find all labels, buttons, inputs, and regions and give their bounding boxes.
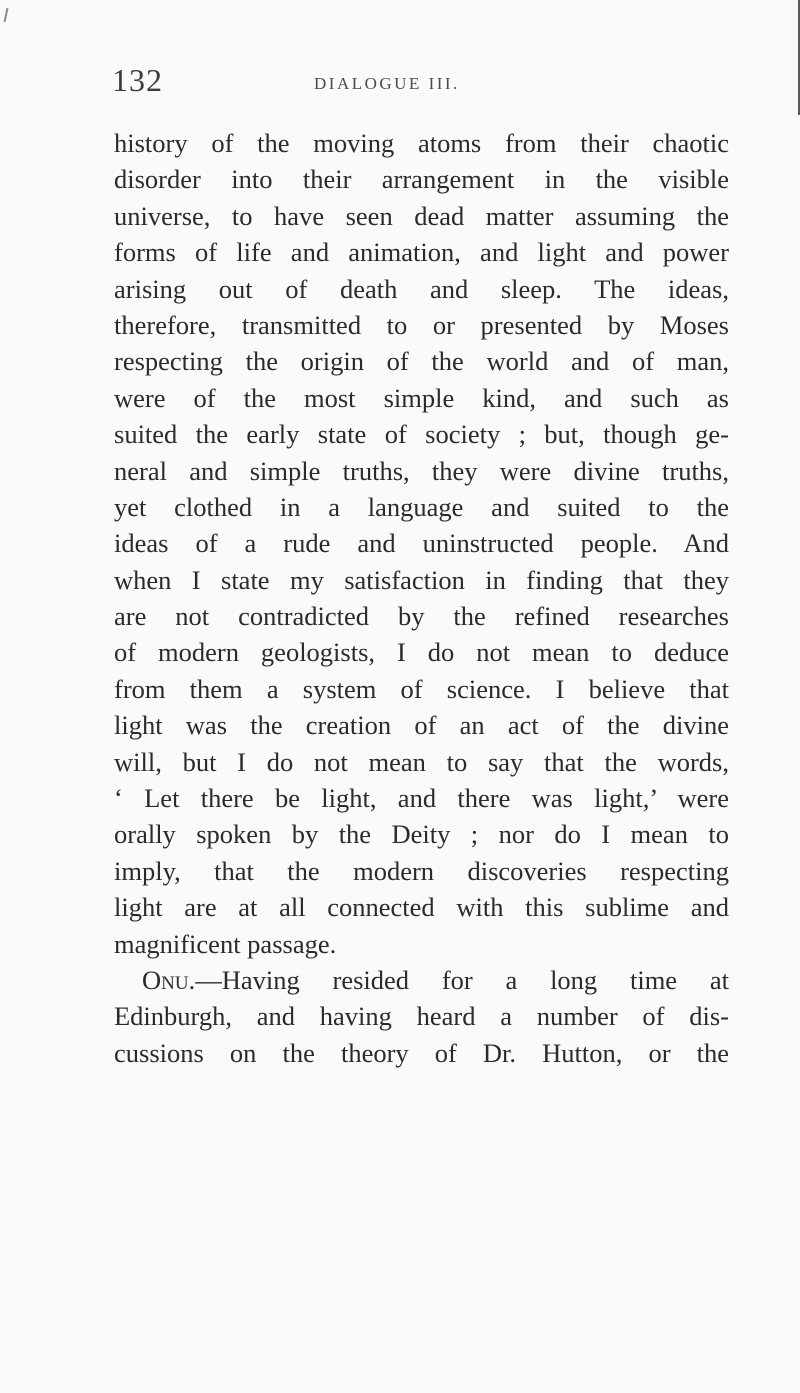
text-line: magnificent passage.: [114, 928, 337, 959]
text-line: arising out of death and sleep. The ideas,: [114, 273, 729, 304]
text-line: orally spoken by the Deity ; nor do I mean to: [114, 819, 729, 850]
text-line: Edinburgh, and having heard a number of dis-: [114, 1001, 729, 1032]
text-line: cussions on the theory of Dr. Hutton, or the: [114, 1037, 729, 1068]
text-line: light was the creation of an act of the divine: [114, 710, 729, 741]
text-line: respecting the origin of the world and of man,: [114, 346, 729, 377]
text-line: history of the moving atoms from their chaotic: [114, 128, 729, 158]
text-line: are not contradicted by the refined researches: [114, 601, 729, 632]
speaker-line: [114, 962, 729, 998]
page-number: 132: [112, 62, 163, 98]
speaker-name: Onu.: [142, 964, 196, 995]
text-line: forms of life and animation, and light and power: [114, 237, 729, 268]
text-line: light are at all connected with this sublime and: [114, 892, 729, 923]
text-line: of modern geologists, I do not mean to deduce: [114, 637, 729, 668]
text-line: imply, that the modern discoveries respecting: [114, 855, 729, 886]
text-line: when I state my satisfaction in finding that they: [114, 564, 729, 595]
text-line: suited the early state of society ; but, though ge-: [114, 419, 729, 450]
text-line: yet clothed in a language and suited to the: [114, 491, 729, 522]
text-line: ‘ Let there be light, and there was light,’ were: [114, 783, 729, 814]
speaker-text: —Having resided for a long time at: [195, 964, 729, 995]
scan-speck: [4, 8, 9, 22]
text-line: were of the most simple kind, and such as: [114, 382, 729, 413]
running-head: DIALOGUE III.: [314, 74, 460, 93]
body-text: [114, 125, 729, 1071]
text-line: universe, to have seen dead matter assuming the: [114, 200, 729, 231]
text-line: disorder into their arrangement in the visible: [114, 164, 729, 195]
text-line: therefore, transmitted to or presented by Moses: [114, 309, 729, 340]
text-line: neral and simple truths, they were divine truths,: [114, 455, 729, 486]
page-header: [0, 62, 800, 112]
text-line: ideas of a rude and uninstructed people. And: [114, 528, 729, 559]
text-line: will, but I do not mean to say that the words,: [114, 746, 729, 777]
text-line: from them a system of science. I believe that: [114, 673, 729, 704]
